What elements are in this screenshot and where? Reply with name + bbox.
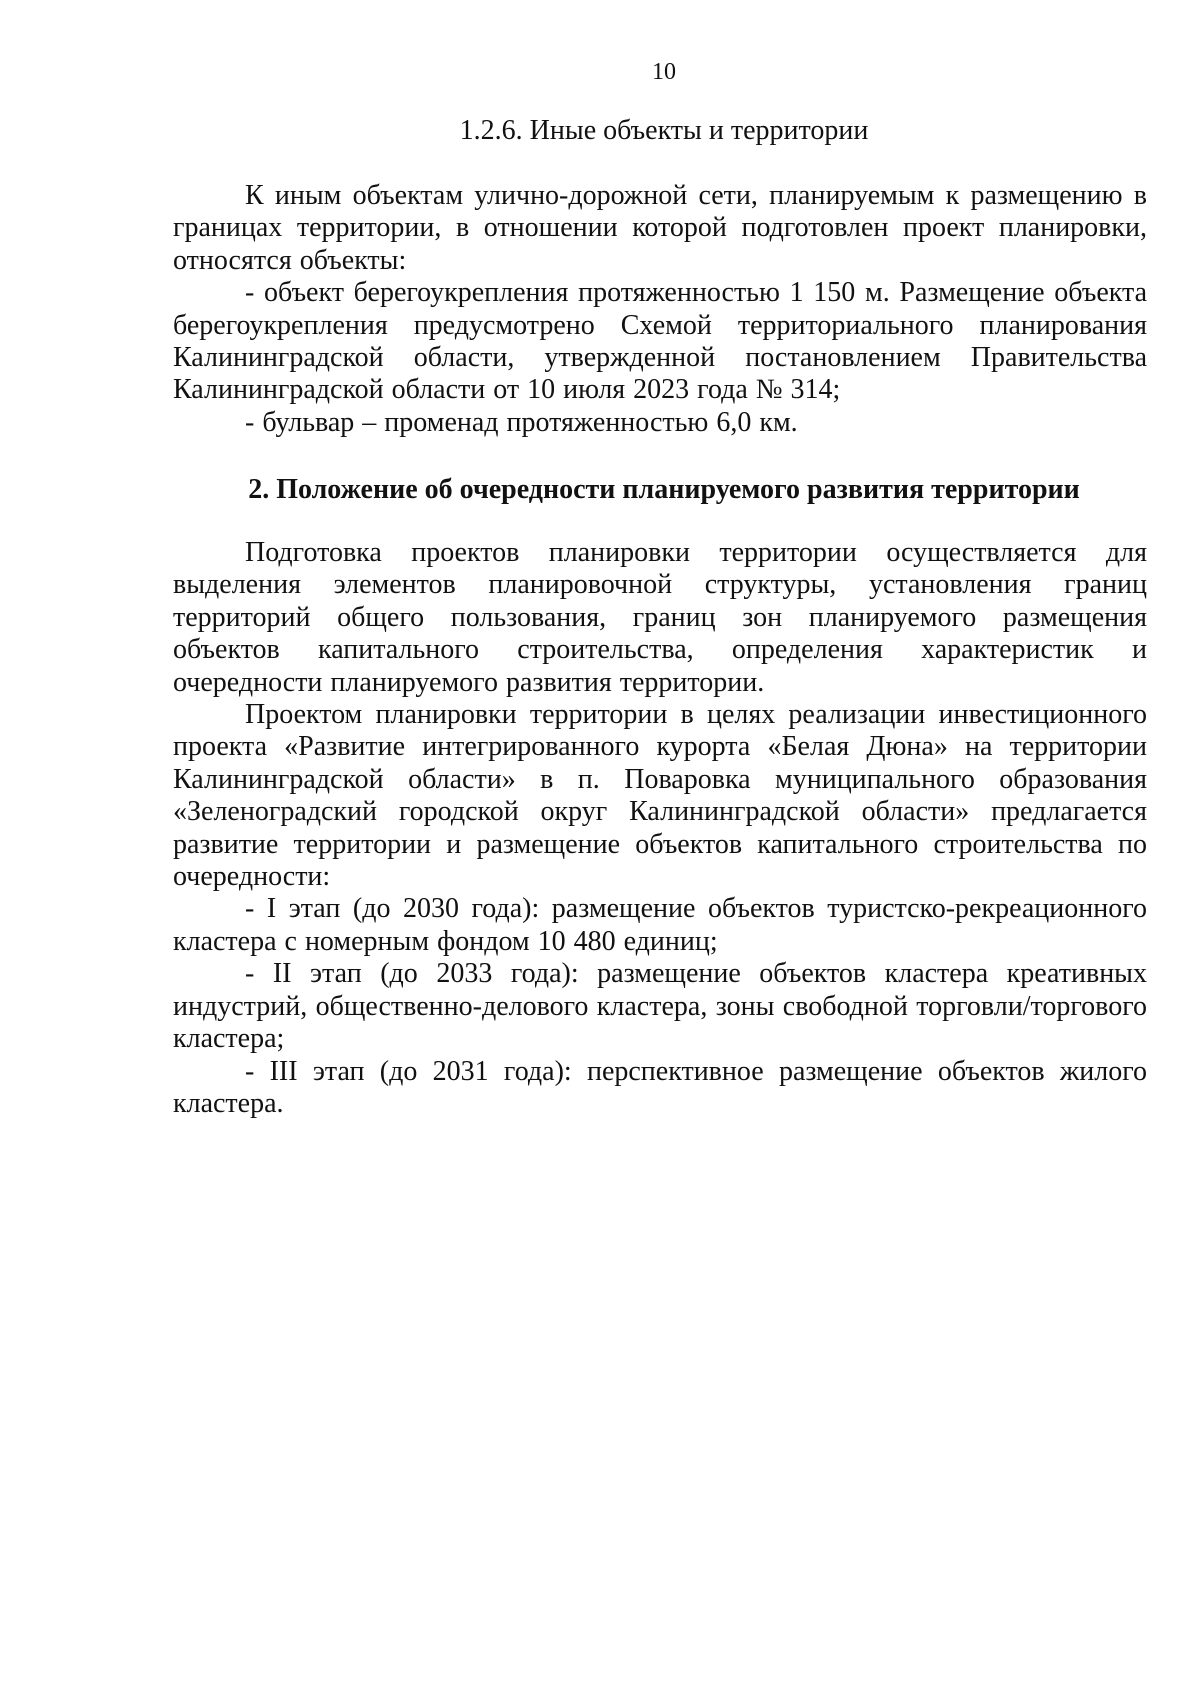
list-item: - II этап (до 2033 года): размещение объектов кластера креативных индустрий, общественно-делового кластера, зоны свободной торговли/торгового кластера; <box>173 958 1147 1055</box>
chapter-title: 2. Положение об очередности планируемого развития территории <box>248 474 1080 505</box>
list-item: - III этап (до 2031 года): перспективное размещение объектов жилого кластера. <box>173 1055 1147 1119</box>
paragraph: Проектом планировки территории в целях реализации инвестиционного проекта «Развитие интегрированного курорта «Белая Дюна» на территории Калининградской области» в п. Поваровка муниципального образования «Зеленоградский городской округ Калининградской области» предлагается развитие территории и размещение объектов капитального строительства по очередности: <box>173 699 1147 893</box>
subsection-body <box>173 180 1147 439</box>
list-item: - I этап (до 2030 года): размещение объектов туристско-рекреационного кластера с номерным фондом 10 480 единиц; <box>173 893 1147 957</box>
list-item: - объект берегоукрепления протяженностью 1 150 м. Размещение объекта берегоукрепления предусмотрено Схемой территориального планирования Калининградской области, утвержденной постановлением Правительства Калининградской области от 10 июля 2023 года № 314; <box>173 277 1147 406</box>
list-item: - бульвар – променад протяженностью 6,0 км. <box>245 406 798 438</box>
paragraph: Подготовка проектов планировки территории осуществляется для выделения элементов планировочной структуры, установления границ территорий общего пользования, границ зон планируемого размещения объектов капитального строительства, определения характеристик и очередности планируемого развития территории. <box>173 537 1147 698</box>
paragraph: К иным объектам улично-дорожной сети, планируемым к размещению в границах территории, в отношении которой подготовлен проект планировки, относятся объекты: <box>173 180 1147 276</box>
chapter-body <box>173 537 1147 1120</box>
subsection-title: 1.2.6. Иные объекты и территории <box>459 115 869 146</box>
page-number: 10 <box>652 59 676 85</box>
